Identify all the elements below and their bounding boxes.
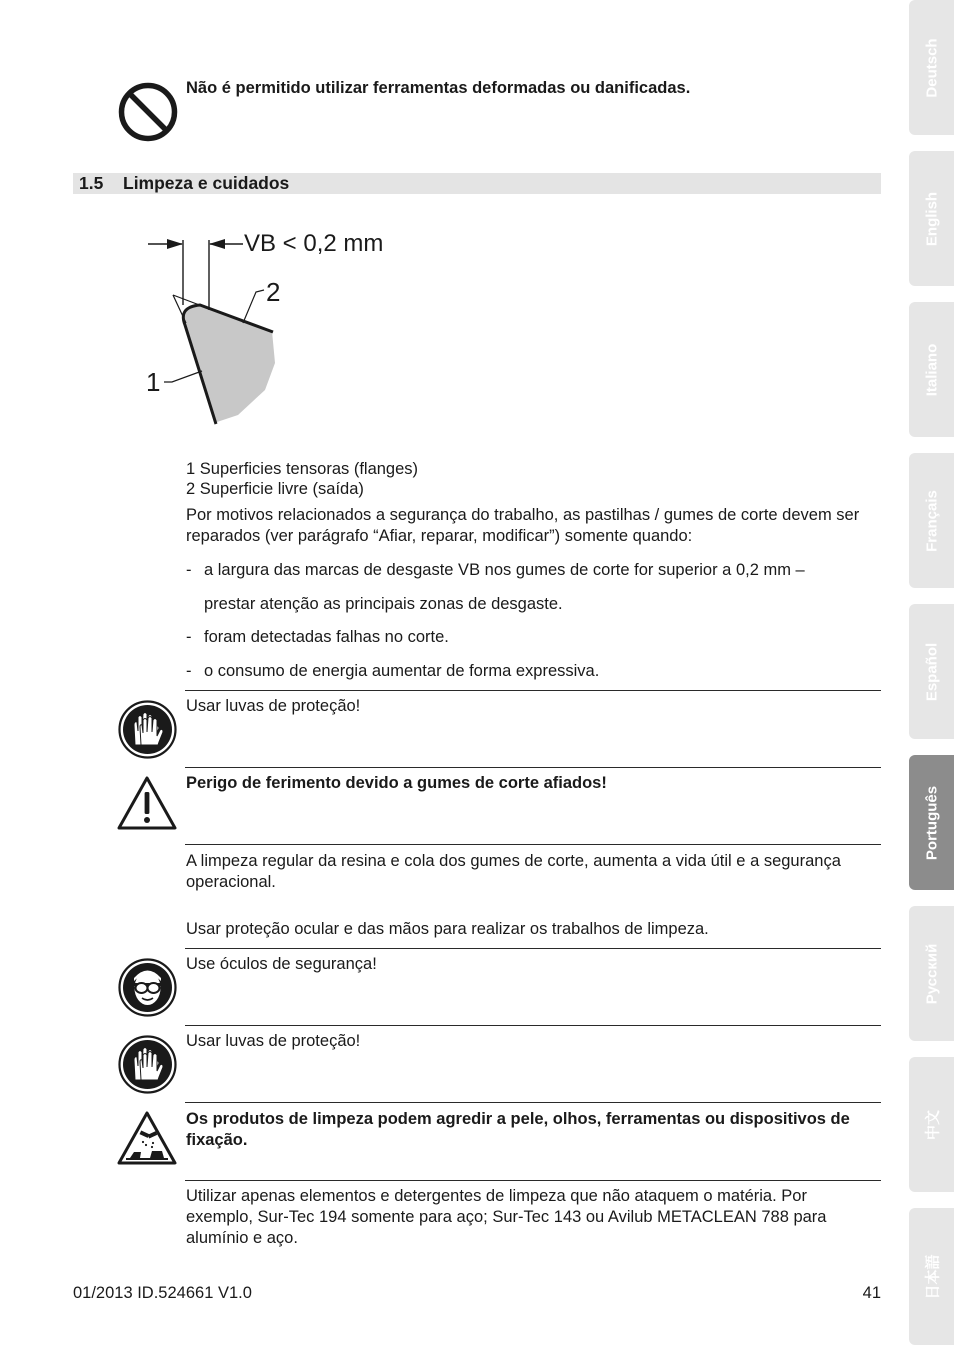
section-number: 1.5 [79,173,104,193]
corrosive-notice-text: Os produtos de limpeza podem agredir a pele, olhos, ferramentas ou dispositivos de fixação. [186,1110,850,1149]
footer-page-number: 41 [862,1284,881,1302]
bullet-item-2: foram detectadas falhas no corte. [204,628,449,646]
gloves-notice-text: Usar luvas de proteção! [186,1032,361,1050]
warning-triangle-icon [116,775,178,831]
section-heading [73,173,881,194]
lang-tab-english[interactable] [909,151,954,286]
lang-tab-label: English [923,191,940,246]
prohibition-notice-text: Não é permitido utilizar ferramentas deformadas ou danificadas. [186,79,691,97]
footer-doc-id: 01/2013 ID.524661 V1.0 [73,1284,252,1302]
lang-tab-label: Español [923,642,940,701]
safety-goggles-icon [117,957,178,1018]
bullet-item-1: a largura das marcas de desgaste VB nos gumes de corte for superior a 0,2 mm – [204,561,805,579]
divider [185,844,881,845]
bullet-dash: - [186,662,192,680]
lang-tab-label: 日本語 [924,1253,941,1300]
divider [185,690,881,691]
legend-item-2: 2 Superficie livre (saída) [186,480,364,498]
lang-tab-label: Português [923,785,940,860]
lang-tab-label: Deutsch [923,37,940,98]
lang-tab-chinese[interactable] [909,1057,954,1192]
legend-item-1: 1 Superficies tensoras (flanges) [186,460,419,478]
bullet-item-1-continuation: prestar atenção as principais zonas de desgaste. [204,595,563,613]
goggles-notice-text: Use óculos de segurança! [186,955,377,973]
lang-tab-label: 中文 [924,1109,941,1140]
lang-tab-label: Français [923,489,940,552]
lang-tab-russian[interactable] [909,906,954,1041]
lang-tab-label: Italiano [923,343,940,396]
lang-tab-japanese[interactable] [909,1208,954,1345]
gloves-notice-text: Usar luvas de proteção! [186,697,361,715]
divider [185,948,881,949]
lang-tab-label: Русский [923,943,940,1004]
corrosive-warning-icon [116,1110,178,1166]
cleaning-paragraph: A limpeza regular da resina e cola dos gumes de corte, aumenta a vida útil e a segurança operacional. [186,852,841,891]
divider [185,767,881,768]
prohibition-icon [117,81,179,143]
final-paragraph: Utilizar apenas elementos e detergentes de limpeza que não ataquem o matéria. Por exemplo, Sur-Tec 194 somente para aço; Sur-Tec 143 ou Avilub METACLEAN 788 para alumínio e aço. [186,1187,827,1247]
lang-tab-francais[interactable] [909,453,954,588]
bullet-dash: - [186,628,192,646]
divider [185,1025,881,1026]
protection-paragraph: Usar proteção ocular e das mãos para realizar os trabalhos de limpeza. [186,920,709,938]
wear-diagram [140,225,420,435]
lang-tab-espanol[interactable] [909,604,954,739]
lang-tab-portugues[interactable] [909,755,954,890]
section-title: Limpeza e cuidados [123,173,290,193]
gloves-icon [117,699,178,760]
bullet-dash: - [186,561,192,579]
danger-notice-text: Perigo de ferimento devido a gumes de corte afiados! [186,774,607,792]
vb-label: VB < 0,2 mm [244,230,384,257]
divider [185,1102,881,1103]
label-2: 2 [266,277,281,307]
lang-tab-deutsch[interactable] [909,0,954,135]
intro-paragraph: Por motivos relacionados a segurança do trabalho, as pastilhas / gumes de corte devem ser reparados (ver parágrafo “Afiar, reparar, modificar”) somente quando: [186,506,860,545]
bullet-item-3: o consumo de energia aumentar de forma expressiva. [204,662,600,680]
lang-tab-italiano[interactable] [909,302,954,437]
label-1: 1 [146,367,161,397]
gloves-icon [117,1034,178,1095]
divider [185,1180,881,1181]
